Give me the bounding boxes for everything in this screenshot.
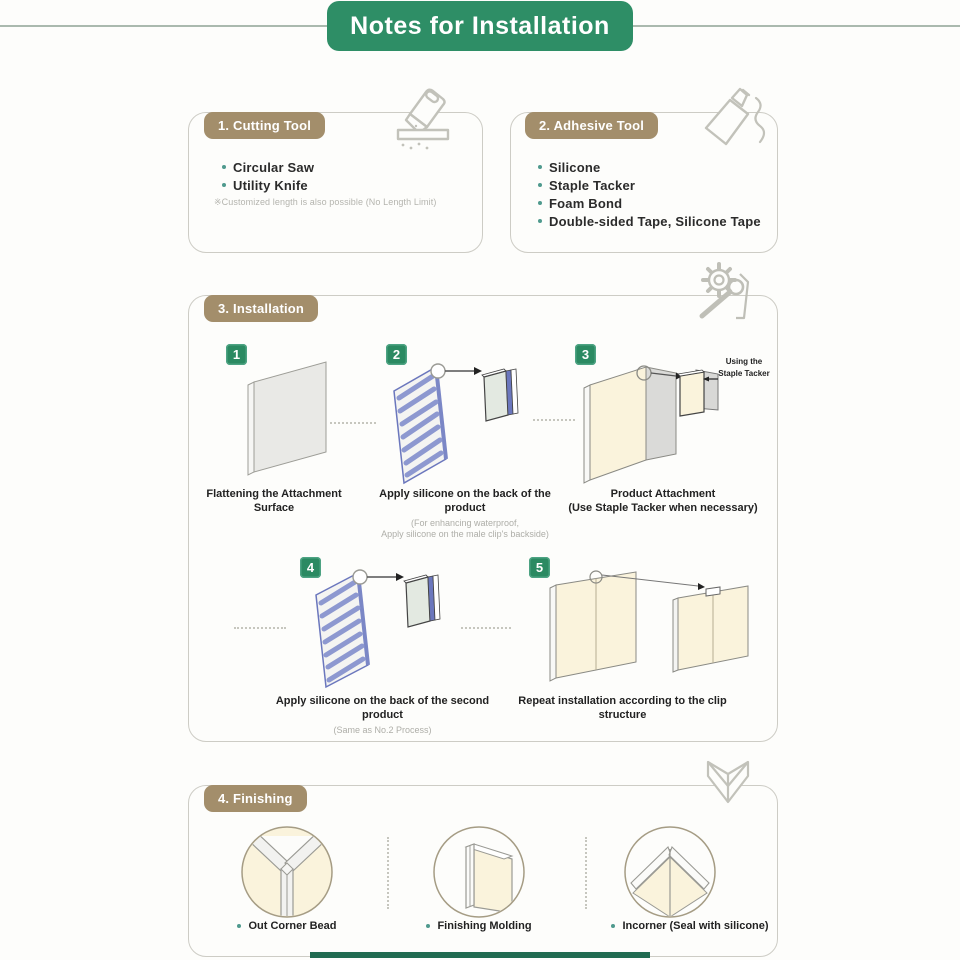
label-text: Incorner (Seal with silicone) — [622, 920, 769, 932]
bullet-dot — [237, 924, 241, 928]
bullet-dot — [222, 183, 226, 187]
dotted-connector — [234, 627, 286, 629]
step5-caption — [505, 695, 740, 723]
list-item — [538, 158, 761, 176]
staple-tacker-annotation: Using the Staple Tacker — [718, 357, 770, 378]
cutting-tool-list — [222, 158, 314, 194]
list-item-label: Foam Bond — [549, 195, 623, 211]
list-item-label: Circular Saw — [233, 159, 315, 175]
label-text: Finishing Molding — [437, 920, 532, 932]
dotted-divider — [585, 837, 587, 909]
installation-badge: 3. Installation — [204, 295, 318, 322]
list-item — [222, 158, 314, 176]
page-title: Notes for Installation — [327, 1, 633, 51]
gear-wrench-icon — [692, 260, 754, 324]
caption-text: Repeat installation according to the clip structure — [518, 695, 727, 721]
step4-silicone-panel-diagram — [296, 565, 451, 695]
caption-subtext: (For enhancing waterproof, — [410, 517, 520, 528]
caption-text: Flattening the Attachment Surface — [206, 488, 342, 514]
dotted-divider — [387, 837, 389, 909]
bullet-dot — [538, 219, 542, 223]
cutting-tool-note: ※Customized length is also possible (No Length Limit) — [214, 197, 437, 207]
step1-caption — [190, 488, 358, 516]
cutting-tool-badge: 1. Cutting Tool — [204, 112, 325, 139]
step4-caption — [275, 695, 490, 736]
caption-text: (Use Staple Tacker when necessary) — [568, 501, 758, 514]
dotted-connector — [461, 627, 511, 629]
footer-rule — [310, 952, 650, 958]
label-text: Out Corner Bead — [248, 920, 337, 932]
out-corner-bead-diagram — [240, 825, 334, 919]
bullet-dot — [611, 924, 615, 928]
step-badge-2: 2 — [386, 344, 407, 365]
step2-silicone-panel-diagram — [378, 355, 528, 487]
list-item-label: Double-sided Tape, Silicone Tape — [549, 213, 761, 229]
step-badge-4: 4 — [300, 557, 321, 578]
bullet-dot — [538, 183, 542, 187]
silicone-tube-icon — [698, 86, 778, 154]
step-badge-3: 3 — [575, 344, 596, 365]
step-badge-5: 5 — [529, 557, 550, 578]
list-item — [222, 176, 314, 194]
bullet-dot — [538, 201, 542, 205]
step-badge-1: 1 — [226, 344, 247, 365]
step3-attachment-diagram — [568, 348, 723, 486]
utility-knife-icon — [370, 84, 458, 152]
step3-caption — [563, 488, 763, 516]
list-item — [538, 176, 761, 194]
adhesive-tool-badge: 2. Adhesive Tool — [525, 112, 658, 139]
finishing-badge: 4. Finishing — [204, 785, 307, 812]
step1-flat-panel-diagram — [228, 352, 338, 478]
step5-repeat-diagram — [538, 560, 756, 692]
list-item — [538, 212, 761, 230]
finishing-molding-diagram — [432, 825, 526, 919]
bullet-dot — [426, 924, 430, 928]
adhesive-tool-list — [538, 158, 761, 230]
caption-text: Product Attachment — [610, 488, 716, 500]
list-item-label: Silicone — [549, 159, 601, 175]
dotted-connector — [330, 422, 376, 424]
bullet-dot — [222, 165, 226, 169]
finishing-label-out-corner — [217, 920, 357, 932]
caption-text: Apply silicone on the back of the product — [379, 488, 551, 514]
incorner-diagram — [623, 825, 717, 919]
corner-molding-icon — [700, 756, 756, 814]
bullet-dot — [538, 165, 542, 169]
list-item-label: Staple Tacker — [549, 177, 636, 193]
finishing-label-incorner — [600, 920, 780, 932]
finishing-label-molding — [409, 920, 549, 932]
list-item-label: Utility Knife — [233, 177, 308, 193]
step2-caption — [368, 488, 562, 541]
caption-subtext: (Same as No.2 Process) — [333, 724, 432, 735]
caption-subtext: Apply silicone on the male clip's backside) — [381, 529, 549, 540]
caption-text: Apply silicone on the back of the second product — [275, 695, 490, 721]
list-item — [538, 194, 761, 212]
